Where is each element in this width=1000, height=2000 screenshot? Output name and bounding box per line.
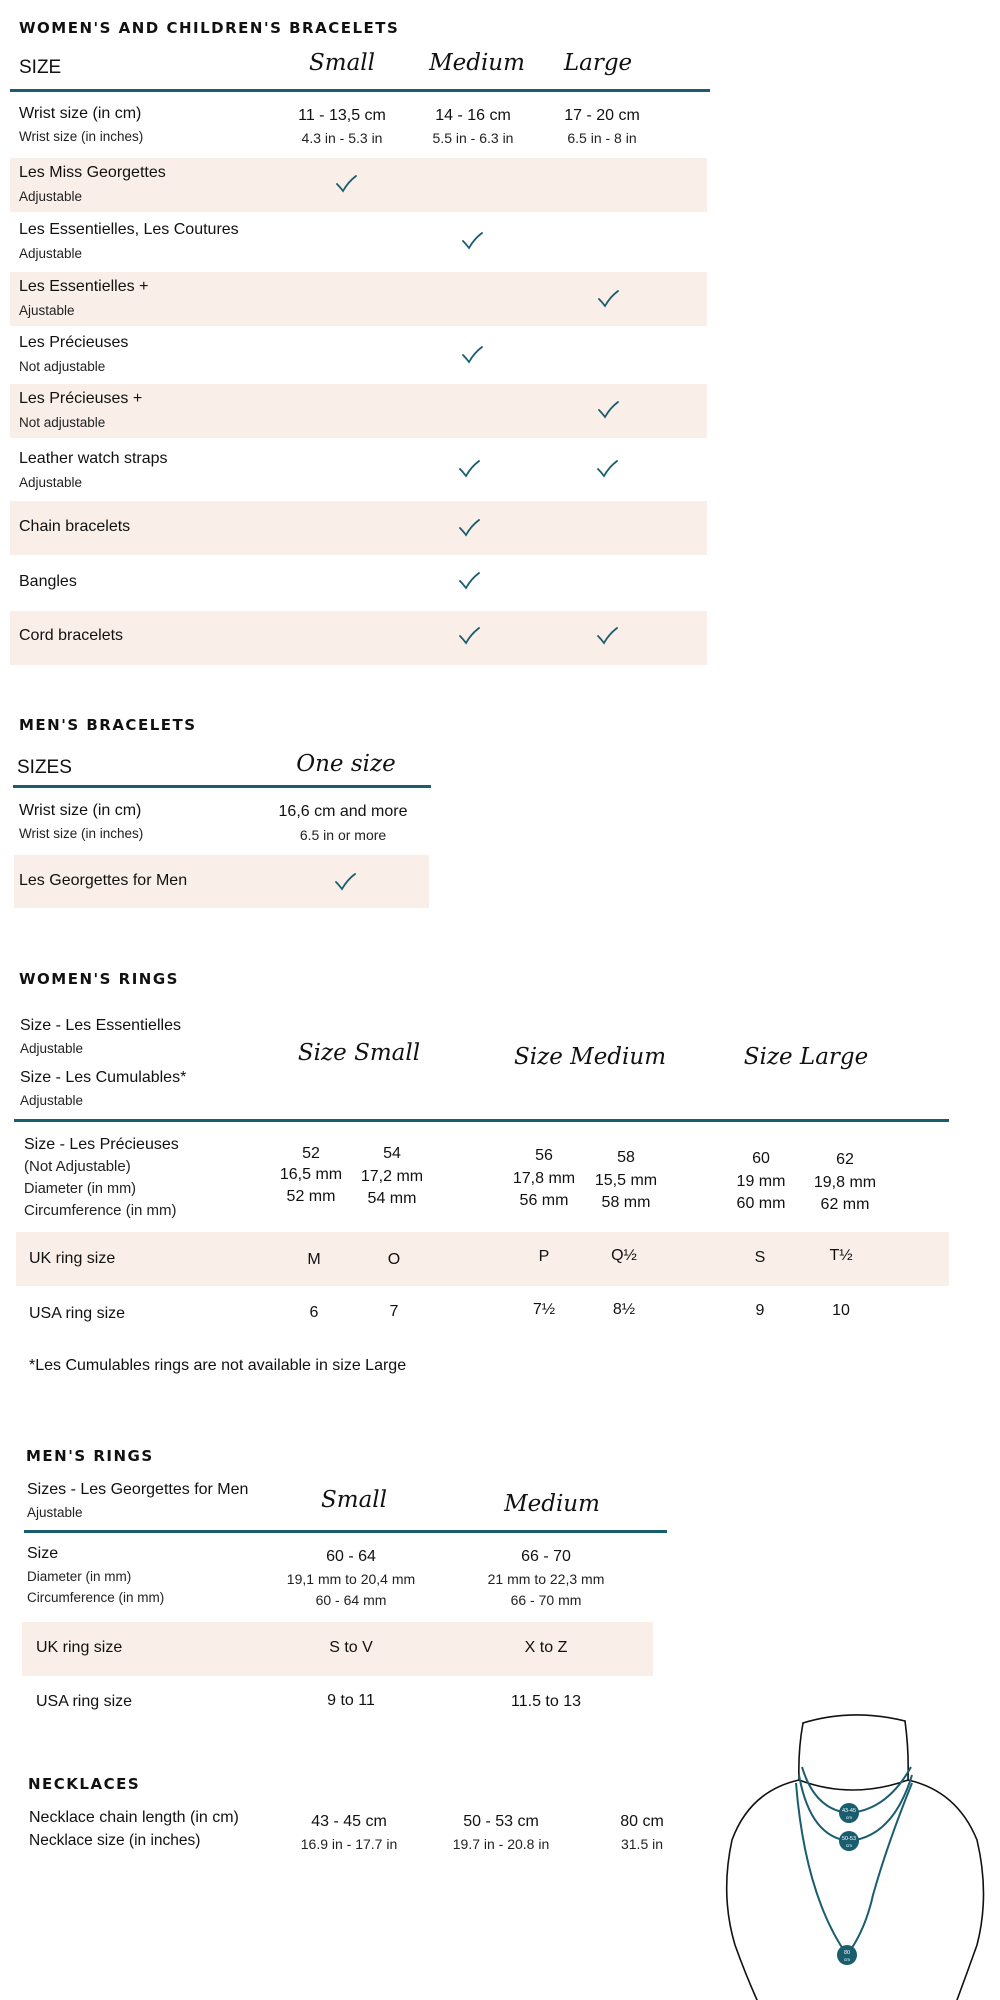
bust-illustration [715, 1705, 1000, 2000]
column-size-small: Size Small [297, 1040, 421, 1066]
uk-value: T½ [829, 1247, 853, 1264]
check-icon [597, 289, 619, 309]
ring-circumference-value: 62 mm [820, 1196, 870, 1213]
row-name: Les Essentielles, Les Coutures [19, 221, 239, 238]
check-icon [596, 626, 618, 646]
wrist-in-label: Wrist size (in inches) [19, 129, 144, 144]
marker-3-unit: cm [844, 1957, 850, 1962]
necklace-length-value: 50 - 53 cm [463, 1813, 539, 1830]
column-small: Small [309, 50, 375, 76]
ring-header-line1: Size - Les Essentielles [20, 1017, 181, 1034]
ring-diameter-value: 19 mm [736, 1173, 786, 1190]
womens-rings-title: WOMEN'S RINGS [19, 970, 179, 988]
uk-value: M [307, 1251, 321, 1268]
check-icon [461, 345, 483, 365]
row-note: Adjustable [19, 189, 83, 204]
ring-diameter-value: 15,5 mm [594, 1172, 658, 1189]
uk-value: O [387, 1251, 401, 1268]
usa-value: 8½ [612, 1301, 636, 1318]
necklace-inches-value: 19.7 in - 20.8 in [452, 1836, 550, 1852]
column-size-large: Size Large [743, 1044, 869, 1070]
marker-2-label: 50-53 [841, 1836, 857, 1842]
usa-value: 7½ [532, 1301, 556, 1318]
ring-size-value: 58 [617, 1149, 635, 1166]
uk-ring-size-label: UK ring size [29, 1250, 116, 1267]
mens-size-value: 60 - 64 [326, 1548, 376, 1565]
ring-diameter-value: 19,8 mm [813, 1174, 877, 1191]
uk-ring-size-label: UK ring size [36, 1639, 123, 1656]
uk-value: Q½ [611, 1247, 637, 1264]
ring-header-note1: Adjustable [20, 1041, 84, 1056]
row-note: Adjustable [19, 246, 83, 261]
marker-2-unit: cm [846, 1843, 852, 1848]
ring-header-line2: Size - Les Cumulables* [20, 1069, 187, 1086]
necklaces-title: NECKLACES [28, 1775, 141, 1793]
ring-size-value: 52 [302, 1145, 320, 1162]
ring-circumference-value: 60 mm [736, 1195, 786, 1212]
sizes-header: SIZES [17, 757, 72, 778]
wrist-in-one-size: 6.5 in or more [299, 827, 387, 843]
mens-rings-header: Sizes - Les Georgettes for Men [27, 1481, 249, 1498]
mens-rings-title: MEN'S RINGS [26, 1447, 154, 1465]
wrist-in-large: 6.5 in - 8 in [567, 130, 637, 146]
wrist-in-small: 4.3 in - 5.3 in [301, 130, 383, 146]
ring-circumference-value: 54 mm [367, 1190, 417, 1207]
wrist-in-medium: 5.5 in - 6.3 in [432, 130, 514, 146]
check-icon [458, 459, 480, 479]
usa-value: 7 [389, 1303, 399, 1320]
usa-value: 10 [832, 1302, 850, 1319]
ring-diameter-value: 17,8 mm [512, 1170, 576, 1187]
check-icon [458, 626, 480, 646]
mens-diameter-value: 21 mm to 22,3 mm [487, 1571, 605, 1587]
wrist-cm-small: 11 - 13,5 cm [298, 107, 386, 124]
ring-circumference-value: 56 mm [519, 1192, 569, 1209]
diameter-label: Diameter (in mm) [27, 1569, 132, 1584]
row-name: Les Georgettes for Men [19, 872, 188, 889]
row-name: Les Précieuses + [19, 390, 143, 407]
row-name: Les Essentielles + [19, 278, 149, 295]
necklace-size-label: Necklace size (in inches) [29, 1832, 201, 1849]
mens-bracelets-title: MEN'S BRACELETS [19, 716, 197, 734]
ring-size-label: Size - Les Précieuses [24, 1136, 179, 1153]
womens-bracelets-title: WOMEN'S AND CHILDREN'S BRACELETS [19, 19, 400, 37]
check-icon [334, 872, 356, 892]
usa-value: 9 [755, 1302, 765, 1319]
row-name: Leather watch straps [19, 450, 168, 467]
row-name: Cord bracelets [19, 627, 124, 644]
row-name: Les Miss Georgettes [19, 164, 166, 181]
circumference-label: Circumference (in mm) [27, 1590, 165, 1605]
wrist-cm-label: Wrist size (in cm) [19, 802, 142, 819]
row-note: Adjustable [19, 475, 83, 490]
column-one-size: One size [296, 751, 396, 777]
necklace-inches-value: 16.9 in - 17.7 in [300, 1836, 398, 1852]
ring-size-value: 62 [836, 1151, 854, 1168]
row-name: Chain bracelets [19, 518, 131, 535]
wrist-cm-label: Wrist size (in cm) [19, 105, 142, 122]
row-note: Ajustable [19, 303, 75, 318]
uk-value: S [754, 1249, 766, 1266]
marker-3-label: 80 [843, 1950, 851, 1956]
row-note: Not adjustable [19, 415, 106, 430]
mens-usa-value: 9 to 11 [327, 1692, 375, 1709]
usa-ring-size-label: USA ring size [36, 1693, 133, 1710]
mens-usa-value: 11.5 to 13 [511, 1693, 581, 1710]
size-header: SIZE [19, 57, 62, 78]
usa-value: 6 [309, 1304, 319, 1321]
header-divider [10, 89, 710, 92]
wrist-cm-medium: 14 - 16 cm [435, 107, 511, 124]
wrist-in-label: Wrist size (in inches) [19, 826, 144, 841]
row-name: Les Précieuses [19, 334, 129, 351]
mens-size-value: 66 - 70 [521, 1548, 571, 1565]
column-medium: Medium [429, 50, 525, 76]
row-note: Not adjustable [19, 359, 106, 374]
marker-1-label: 43-45 [841, 1808, 857, 1814]
mens-uk-value: S to V [329, 1639, 373, 1656]
necklace-length-value: 43 - 45 cm [311, 1813, 387, 1830]
row-name: Bangles [19, 573, 77, 590]
circumference-label: Circumference (in mm) [24, 1202, 177, 1219]
ring-header-note2: Adjustable [20, 1093, 84, 1108]
chain-length-label: Necklace chain length (in cm) [29, 1809, 239, 1826]
mens-circumference-value: 60 - 64 mm [315, 1592, 387, 1608]
wrist-cm-large: 17 - 20 cm [564, 107, 640, 124]
mens-circumference-value: 66 - 70 mm [510, 1592, 582, 1608]
ring-circumference-value: 58 mm [601, 1194, 651, 1211]
marker-1-unit: cm [846, 1815, 852, 1820]
header-divider [14, 1119, 949, 1122]
mens-rings-header-note: Ajustable [27, 1505, 83, 1520]
ring-size-value: 54 [383, 1145, 401, 1162]
ring-circumference-value: 52 mm [286, 1188, 336, 1205]
column-size-medium: Size Medium [513, 1044, 667, 1070]
check-icon [596, 459, 618, 479]
check-icon [458, 518, 480, 538]
mens-diameter-value: 19,1 mm to 20,4 mm [286, 1571, 416, 1587]
header-divider [13, 785, 431, 788]
check-icon [597, 400, 619, 420]
row-band [16, 1232, 949, 1286]
check-icon [335, 174, 357, 194]
ring-size-note: (Not Adjustable) [24, 1158, 131, 1175]
column-small: Small [321, 1487, 387, 1513]
diameter-label: Diameter (in mm) [24, 1181, 136, 1197]
ring-size-value: 56 [535, 1147, 553, 1164]
ring-diameter-value: 17,2 mm [360, 1168, 424, 1185]
ring-diameter-value: 16,5 mm [279, 1166, 343, 1183]
check-icon [461, 231, 483, 251]
wrist-cm-one-size: 16,6 cm and more [278, 803, 408, 820]
mens-uk-value: X to Z [524, 1639, 568, 1656]
necklace-chains [796, 1767, 912, 1955]
necklace-inches-value: 31.5 in [620, 1836, 664, 1852]
necklace-length-value: 80 cm [620, 1813, 664, 1830]
rings-footnote: *Les Cumulables rings are not available in size Large [29, 1357, 407, 1374]
ring-size-value: 60 [752, 1150, 770, 1167]
column-large: Large [563, 50, 633, 76]
size-label: Size [27, 1545, 59, 1562]
check-icon [458, 571, 480, 591]
column-medium: Medium [504, 1491, 600, 1517]
header-divider [24, 1530, 667, 1533]
uk-value: P [538, 1248, 550, 1265]
usa-ring-size-label: USA ring size [29, 1305, 126, 1322]
